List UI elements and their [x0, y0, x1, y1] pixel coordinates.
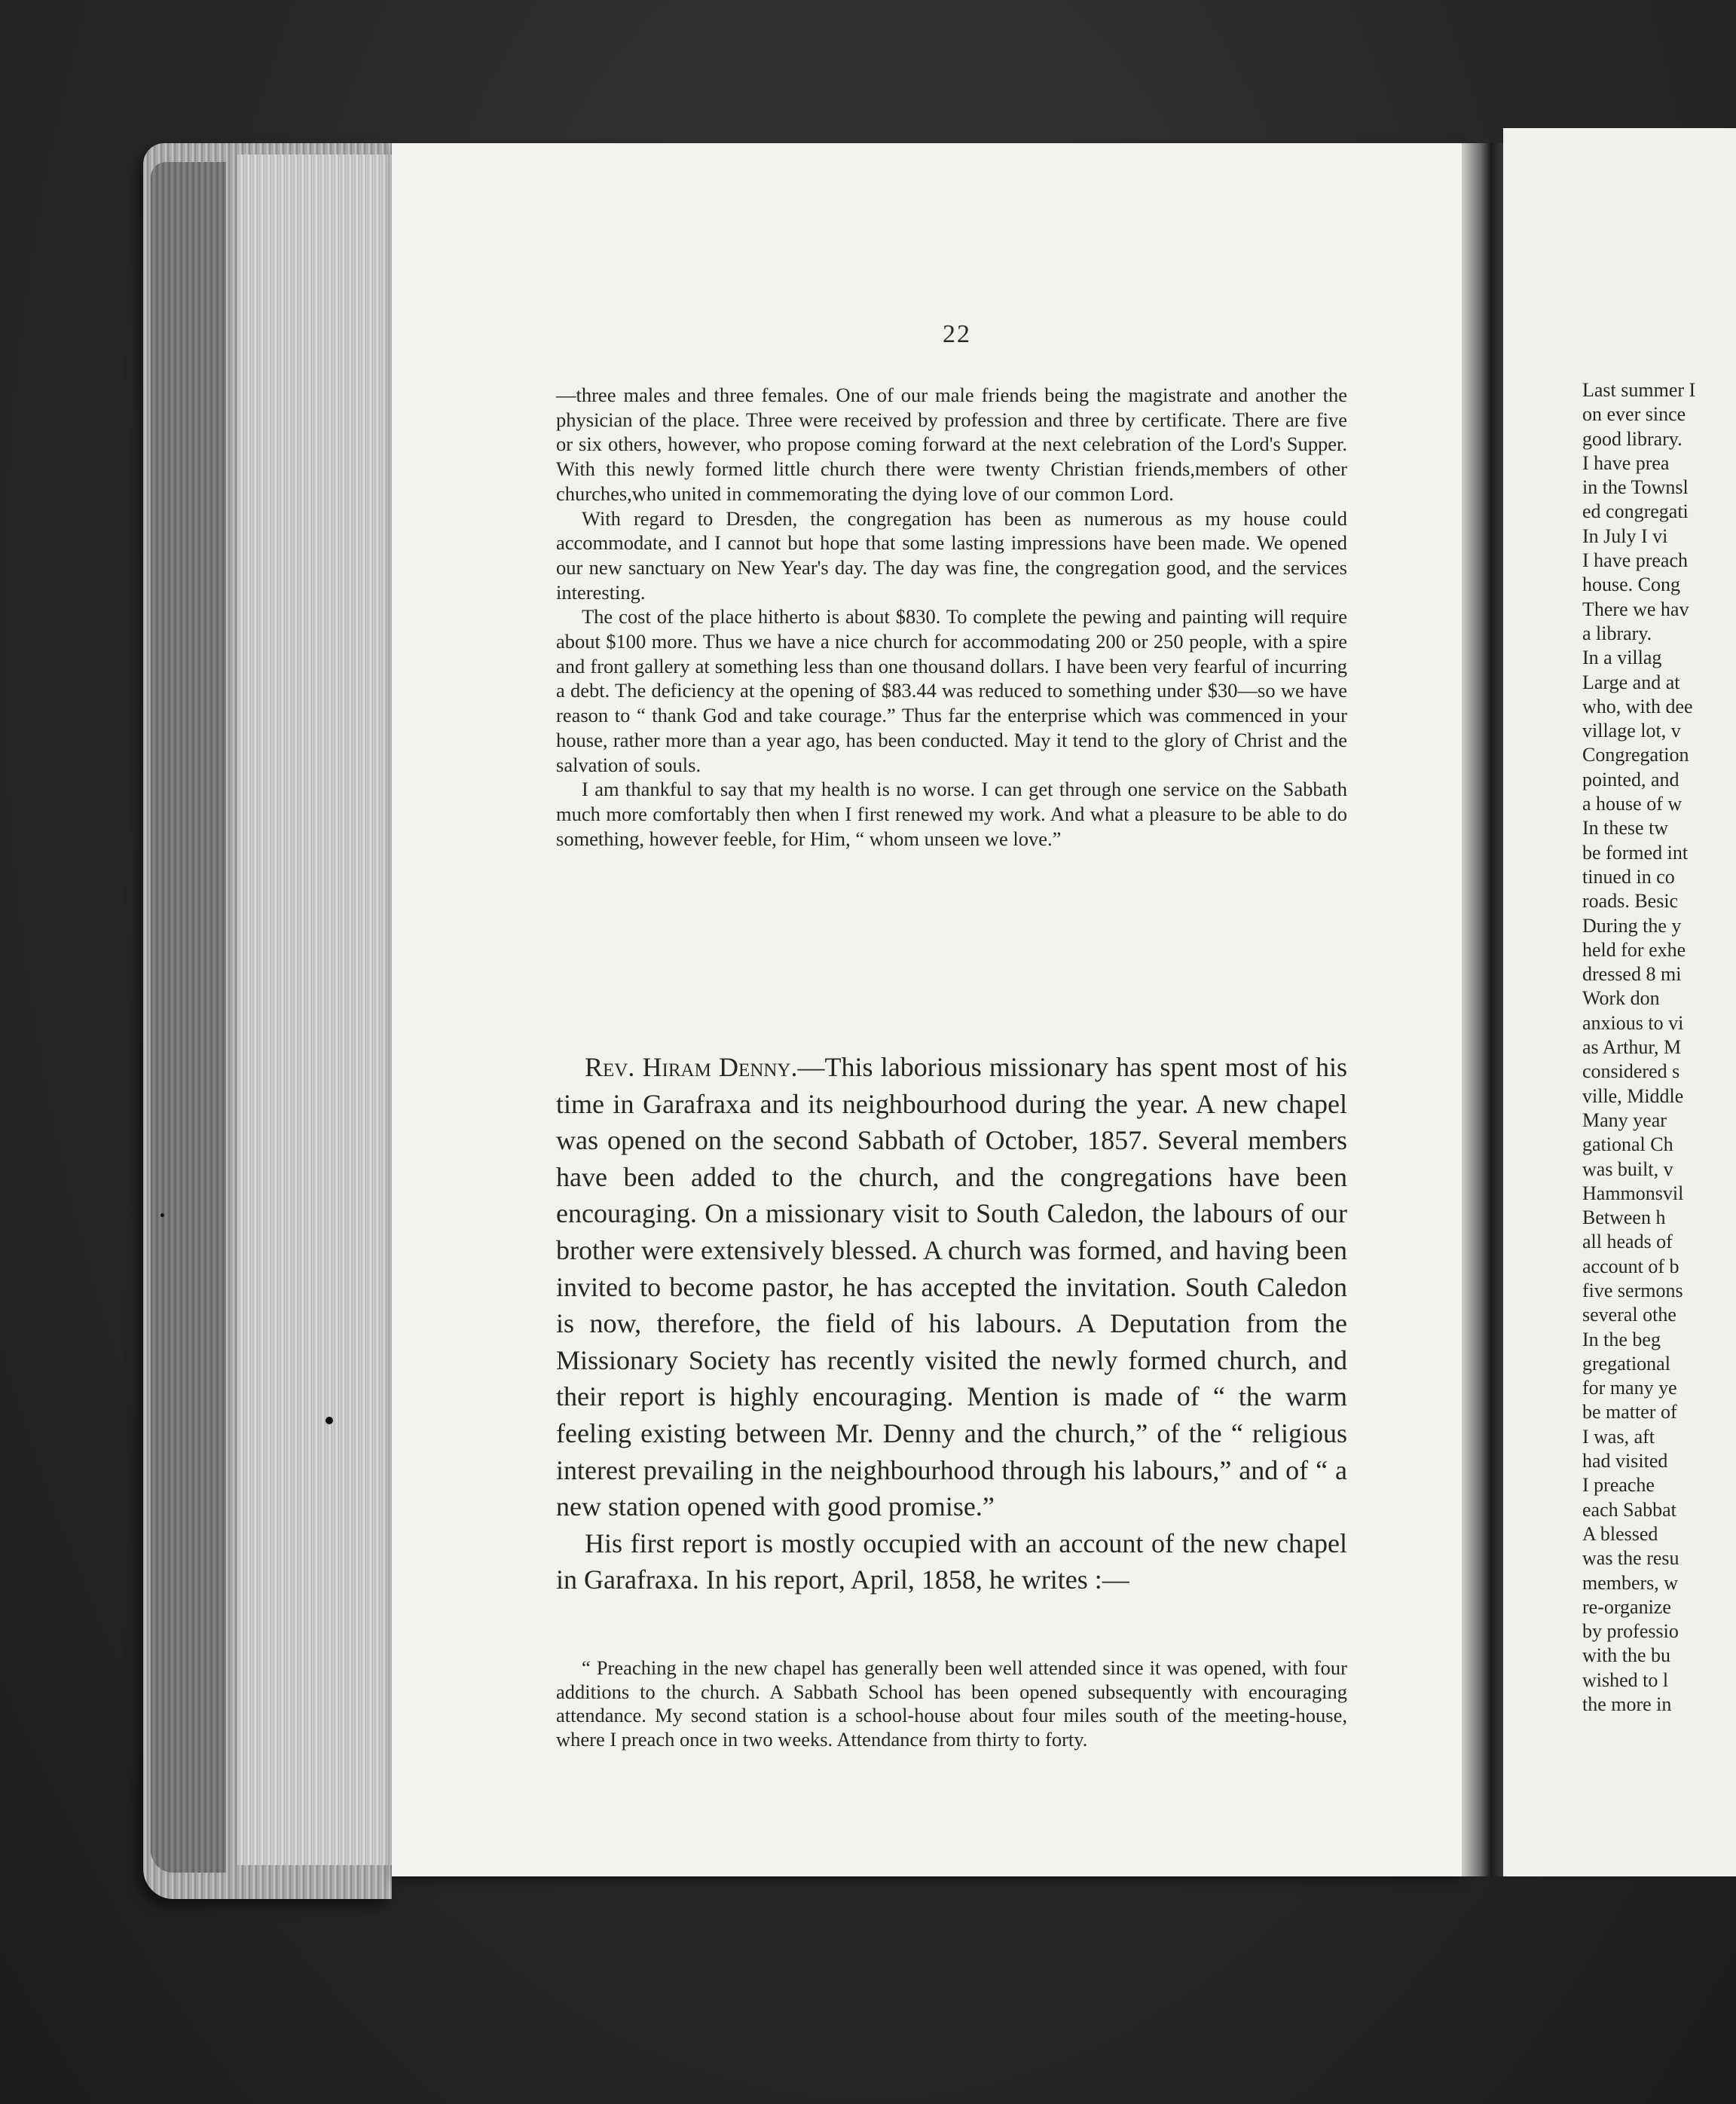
right-page-line: There we hav: [1582, 598, 1689, 620]
right-page-line: wished to l: [1582, 1668, 1669, 1691]
right-page-line: pointed, and: [1582, 768, 1679, 791]
right-page-line: account of b: [1582, 1255, 1679, 1277]
right-page-line: tinued in co: [1582, 865, 1675, 888]
right-page-line: A blessed: [1582, 1522, 1658, 1545]
right-page-line: all heads of: [1582, 1231, 1673, 1253]
ink-speck: [160, 1213, 164, 1217]
right-page-line: gregational: [1582, 1352, 1670, 1375]
right-page-line: gational Ch: [1582, 1133, 1673, 1156]
report-quote: [556, 1656, 1347, 1751]
right-page-line: Many year: [1582, 1109, 1667, 1131]
book-page-stack: [237, 154, 392, 1865]
page-number: 22: [943, 320, 971, 348]
ink-speck: [326, 1417, 333, 1424]
right-page-line: Large and at: [1582, 671, 1680, 693]
right-page-line: members, w: [1582, 1571, 1679, 1594]
right-page-line: village lot, v: [1582, 720, 1681, 742]
denny-paragraph-text: —This laborious missionary has spent most of his time in Garafraxa and its neighbourhood during the year. A new chapel was opened on the second Sabbath of October, 1857. Several members have been added to the church, and the congregations have been encouraging. On a missionary visit to South Caledon, the labours of our brother were extensively blessed. A church was formed, and having been invited to become pastor, he has accepted the invitation. South Caledon is now, therefore, the field of his labours. A Deputation from the Missionary Society has recently visited the newly formed church, and their report is highly encouraging. Mention is made of “ the warm feeling existing between Mr. Denny and the church,” of the “ religious interest prevailing in the neighbourhood through his labours,” and of “ a new station opened with good promise.”: [556, 1052, 1347, 1522]
right-page-line: was built, v: [1582, 1158, 1673, 1180]
letter-paragraph: With regard to Dresden, the congregation has been as numerous as my house could accommodate, and I cannot but hope that some lasting impressions have been made. We opened our new sanctuary on New Year's day. The day was fine, the congregation good, and the services interesting.: [556, 506, 1347, 604]
right-page-line: I was, aft: [1582, 1425, 1655, 1448]
right-page-line: five sermons: [1582, 1279, 1683, 1301]
right-page-line: good library.: [1582, 427, 1683, 450]
right-page-line: a house of w: [1582, 793, 1683, 815]
right-page-line: dressed 8 mi: [1582, 963, 1682, 986]
right-page-line: In these tw: [1582, 817, 1669, 839]
right-page-line: In the beg: [1582, 1328, 1661, 1350]
right-page-line: anxious to vi: [1582, 1011, 1684, 1034]
right-page-line: a library.: [1582, 622, 1652, 644]
right-page-line: by professio: [1582, 1620, 1679, 1643]
letter-paragraph: I am thankful to say that my health is no worse. I can get through one service on the Sabbath much more comfortably then when I first renewed my work. And what a pleasure to be able to do something, however feeble, for Him, “ whom unseen we love.”: [556, 778, 1347, 850]
right-page-line: be matter of: [1582, 1401, 1677, 1424]
right-page-line: who, with dee: [1582, 695, 1693, 717]
right-page-line: Last summer I: [1582, 379, 1696, 401]
letter-excerpt: [556, 383, 1347, 851]
denny-paragraph: His first report is mostly occupied with an account of the new chapel in Garafraxa. In his report, April, 1858, he writes :—: [556, 1528, 1347, 1595]
right-page-line: as Arthur, M: [1582, 1036, 1682, 1059]
right-page-line: for many ye: [1582, 1377, 1677, 1399]
right-page-line: considered s: [1582, 1060, 1680, 1083]
quote-paragraph: “ Preaching in the new chapel has generally been well attended since it was opened, with four additions to the church. A Sabbath School has been opened subsequently with encouraging attendance. My second station is a school-house about four miles south of the meeting-house, where I preach once in two weeks. Attendance from thirty to forty.: [556, 1656, 1347, 1751]
book-gutter: [1462, 143, 1503, 1876]
right-page-line: ed congregati: [1582, 500, 1689, 523]
right-page-line: In July I vi: [1582, 524, 1668, 547]
right-page-line: Work don: [1582, 987, 1660, 1010]
right-page-line: I have prea: [1582, 451, 1670, 474]
right-page-line: was the resu: [1582, 1547, 1679, 1570]
right-page-line: re-organize: [1582, 1595, 1671, 1618]
denny-paragraph: [556, 1049, 1347, 1525]
denny-section: [556, 1049, 1347, 1598]
right-page-line: house. Cong: [1582, 573, 1680, 596]
right-page-line: several othe: [1582, 1304, 1676, 1326]
right-page-line: roads. Besic: [1582, 890, 1679, 913]
missionary-name: Rev. Hiram Denny.: [585, 1052, 798, 1082]
letter-paragraph: —three males and three females. One of our male friends being the magistrate and another the physician of the place. Three were received by profession and three by certificate. There are five or six others, however, who propose coming forward at the next celebration of the Lord's Supper. With this newly formed little church there were twenty Christian friends,members of other churches,who united in commemorating the dying love of our common Lord.: [556, 384, 1347, 505]
right-page-line: Hammonsvil: [1582, 1182, 1684, 1204]
book-edge-shadow: [151, 162, 226, 1873]
right-page-text: [1582, 378, 1736, 1717]
right-page-line: held for exhe: [1582, 938, 1686, 961]
right-page-line: Congregation: [1582, 744, 1689, 766]
right-page-line: I preache: [1582, 1474, 1655, 1497]
right-page-line: be formed int: [1582, 841, 1689, 864]
right-page-line: the more in: [1582, 1693, 1672, 1716]
right-page-line: each Sabbat: [1582, 1498, 1676, 1521]
right-page-line: on ever since: [1582, 403, 1686, 426]
letter-paragraph: The cost of the place hitherto is about $830. To complete the pewing and painting will require about $100 more. Thus we have a nice church for accommodating 200 or 250 people, with a spire and front gallery at something less than one thousand dollars. I have been very fearful of incurring a debt. The deficiency at the opening of $83.44 was reduced to something under $30—so we have reason to “ thank God and take courage.” Thus far the enterprise which was commenced in your house, rather more than a year ago, has been conducted. May it tend to the glory of Christ and the salvation of souls.: [556, 605, 1347, 776]
right-page-line: had visited: [1582, 1450, 1668, 1472]
right-page-line: in the Townsl: [1582, 476, 1689, 499]
right-page-line: Between h: [1582, 1206, 1666, 1229]
right-page-line: with the bu: [1582, 1644, 1670, 1667]
right-page-line: During the y: [1582, 914, 1682, 937]
right-page-line: In a villag: [1582, 647, 1662, 669]
right-page-line: ville, Middle: [1582, 1084, 1684, 1107]
right-page-line: I have preach: [1582, 549, 1689, 572]
